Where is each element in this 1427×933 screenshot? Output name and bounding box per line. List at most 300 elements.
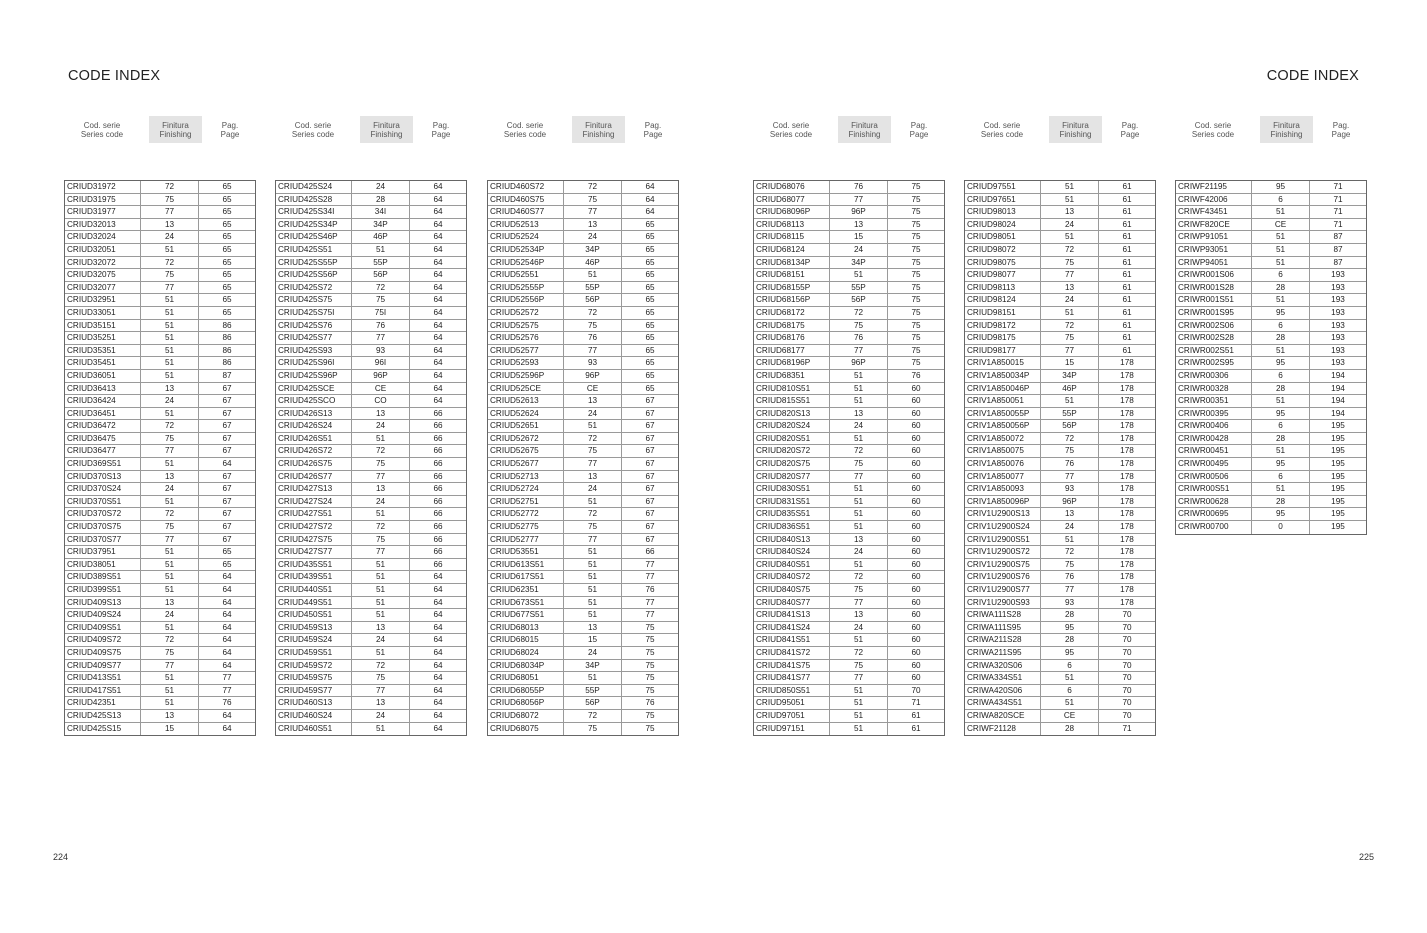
finishing-cell: 77	[1041, 471, 1099, 483]
finishing-cell: 51	[830, 697, 888, 709]
table-row	[754, 320, 944, 333]
page-cell: 64	[433, 585, 443, 594]
finishing-cell: 51	[141, 496, 199, 508]
finishing-cell: 77	[564, 345, 622, 357]
table-row	[754, 231, 944, 244]
page-cell: 65	[222, 207, 232, 217]
finishing-cell: 72	[830, 445, 888, 457]
finishing-cell: 51	[830, 710, 888, 722]
page-cell: 87	[1333, 232, 1343, 242]
finishing-cell: 77	[564, 206, 622, 218]
column-header	[964, 116, 1156, 143]
page-cell: 77	[645, 559, 655, 569]
series-code-cell: CRIUD820S72	[754, 445, 830, 457]
series-code-cell: CRIWR00451	[1176, 445, 1252, 457]
finishing-cell: CE	[1041, 710, 1099, 722]
page-cell: 75	[911, 345, 921, 355]
page-cell: 194	[1331, 396, 1345, 406]
series-code-cell: CRIUD459S77	[276, 685, 352, 697]
page-cell: 178	[1120, 370, 1134, 380]
series-code-cell: CRIUD98175	[965, 332, 1041, 344]
finishing-cell: 13	[352, 408, 410, 420]
table-row	[276, 282, 466, 295]
series-code-cell: CRIUD62351	[488, 584, 564, 596]
page-cell: 178	[1120, 396, 1134, 406]
series-code-cell: CRIWR002S06	[1176, 320, 1252, 332]
page-cell: 75	[645, 622, 655, 632]
page-cell: 65	[222, 559, 232, 569]
page-cell: 64	[433, 383, 443, 393]
finishing-cell: 34P	[564, 660, 622, 672]
finishing-cell: 34P	[352, 219, 410, 231]
finishing-cell: 75	[830, 584, 888, 596]
table-row	[754, 471, 944, 484]
series-code-cell: CRIV1U2900S72	[965, 546, 1041, 558]
finishing-cell: 75	[352, 534, 410, 546]
table-row	[65, 181, 255, 194]
finishing-cell: 75	[352, 672, 410, 684]
finishing-cell: 51	[352, 647, 410, 659]
finishing-cell: 75	[830, 320, 888, 332]
finishing-cell: 55P	[830, 282, 888, 294]
table-row	[488, 206, 678, 219]
page-cell: 67	[222, 496, 232, 506]
page-cell: 75	[911, 194, 921, 204]
series-code-cell: CRIV1A850046P	[965, 383, 1041, 395]
series-code-cell: CRIUD831S51	[754, 496, 830, 508]
table-row	[65, 647, 255, 660]
series-code-cell: CRIUD459S51	[276, 647, 352, 659]
table-row	[276, 697, 466, 710]
series-code-cell: CRIUD98177	[965, 345, 1041, 357]
table-row	[1176, 231, 1366, 244]
series-code-cell: CRIUD68151	[754, 269, 830, 281]
page-cell: 195	[1331, 471, 1345, 481]
column-header	[1175, 116, 1367, 143]
table-row	[488, 408, 678, 421]
finishing-cell: 51	[1252, 244, 1310, 256]
page-cell: 67	[222, 534, 232, 544]
series-code-cell: CRIUD35151	[65, 320, 141, 332]
page-cell: 60	[911, 484, 921, 494]
column-header	[487, 116, 679, 143]
table-row	[65, 458, 255, 471]
finishing-cell: 51	[1041, 181, 1099, 193]
table-row	[65, 420, 255, 433]
finishing-cell: 13	[830, 609, 888, 621]
table-row	[276, 710, 466, 723]
finishing-cell: 51	[564, 269, 622, 281]
page-cell: 195	[1331, 421, 1345, 431]
finishing-cell: 13	[564, 622, 622, 634]
page-cell: 64	[433, 660, 443, 670]
table-row	[965, 647, 1155, 660]
series-code-cell: CRIUD440S51	[276, 584, 352, 596]
table-row	[754, 420, 944, 433]
series-code-cell: CRIUD52513	[488, 219, 564, 231]
series-code-cell: CRIUD32051	[65, 244, 141, 256]
series-code-cell: CRIWF21128	[965, 723, 1041, 736]
page-cell: 64	[433, 622, 443, 632]
series-code-cell: CRIV1A850076	[965, 458, 1041, 470]
series-code-cell: CRIUD459S13	[276, 622, 352, 634]
table-row	[754, 206, 944, 219]
table-row	[65, 672, 255, 685]
page-cell: 70	[1122, 647, 1132, 657]
page-cell: 75	[645, 647, 655, 657]
page-cell: 61	[911, 710, 921, 720]
series-code-cell: CRIUD52624	[488, 408, 564, 420]
series-code-cell: CRIUD68155P	[754, 282, 830, 294]
table-row	[1176, 471, 1366, 484]
series-code-cell: CRIUD409S13	[65, 597, 141, 609]
series-code-cell: CRIWA111S28	[965, 609, 1041, 621]
series-code-cell: CRIUD32077	[65, 282, 141, 294]
series-code-cell: CRIV1U2900S13	[965, 508, 1041, 520]
page-cell: 70	[1122, 622, 1132, 632]
page-cell: 195	[1331, 433, 1345, 443]
finishing-cell: 51	[1041, 231, 1099, 243]
finishing-cell: 51	[830, 483, 888, 495]
finishing-cell: 51	[564, 496, 622, 508]
header-page: Pag. Page	[220, 120, 240, 139]
series-code-cell: CRIUD425S96P	[276, 370, 352, 382]
finishing-cell: 72	[564, 433, 622, 445]
table-row	[488, 622, 678, 635]
table-row	[65, 257, 255, 270]
page-cell: 61	[1122, 333, 1132, 343]
table-row	[65, 194, 255, 207]
finishing-cell: 0	[1252, 521, 1310, 534]
page-cell: 66	[433, 471, 443, 481]
table-row	[488, 584, 678, 597]
finishing-cell: 75	[830, 660, 888, 672]
page-cell: 194	[1331, 408, 1345, 418]
finishing-cell: 13	[830, 408, 888, 420]
page-cell: 64	[433, 673, 443, 683]
series-code-cell: CRIUD836S51	[754, 521, 830, 533]
page-cell: 67	[645, 433, 655, 443]
page-cell: 67	[222, 484, 232, 494]
page-cell: 66	[433, 509, 443, 519]
finishing-cell: 6	[1252, 420, 1310, 432]
finishing-cell: 77	[564, 458, 622, 470]
finishing-cell: 51	[141, 332, 199, 344]
page-cell: 60	[911, 509, 921, 519]
page-cell: 66	[433, 446, 443, 456]
page-number-right: 225	[1359, 852, 1375, 862]
finishing-cell: 75	[564, 723, 622, 736]
table-row	[1176, 383, 1366, 396]
code-table	[1175, 180, 1367, 535]
finishing-cell: 51	[1252, 231, 1310, 243]
page-cell: 193	[1331, 333, 1345, 343]
series-code-cell: CRIUD820S75	[754, 458, 830, 470]
finishing-cell: 6	[1041, 685, 1099, 697]
table-row	[965, 219, 1155, 232]
page-cell: 60	[911, 408, 921, 418]
table-row	[754, 559, 944, 572]
series-code-cell: CRIUD68175	[754, 320, 830, 332]
series-code-cell: CRIUD68124	[754, 244, 830, 256]
finishing-cell: 72	[1041, 546, 1099, 558]
page-cell: 75	[911, 257, 921, 267]
finishing-cell: 51	[1252, 445, 1310, 457]
page-cell: 178	[1120, 509, 1134, 519]
table-row	[276, 383, 466, 396]
finishing-cell: 72	[564, 710, 622, 722]
finishing-cell: 75	[352, 458, 410, 470]
table-row	[754, 244, 944, 257]
finishing-cell: 51	[564, 609, 622, 621]
table-row	[965, 420, 1155, 433]
page-cell: 178	[1120, 559, 1134, 569]
series-code-cell: CRIUD673S51	[488, 597, 564, 609]
page-cell: 67	[222, 383, 232, 393]
series-code-cell: CRIUD425S93	[276, 345, 352, 357]
table-row	[965, 408, 1155, 421]
page-cell: 60	[911, 547, 921, 557]
series-code-cell: CRIUD68051	[488, 672, 564, 684]
page-cell: 194	[1331, 383, 1345, 393]
series-code-cell: CRIUD425S51	[276, 244, 352, 256]
finishing-cell: 77	[352, 471, 410, 483]
finishing-cell: 77	[830, 672, 888, 684]
finishing-cell: 13	[564, 471, 622, 483]
table-row	[1176, 458, 1366, 471]
page-cell: 70	[1122, 635, 1132, 645]
header-page: Pag. Page	[1331, 120, 1351, 139]
table-row	[965, 597, 1155, 610]
finishing-cell: 77	[352, 685, 410, 697]
series-code-cell: CRIUD52772	[488, 508, 564, 520]
page-cell: 64	[433, 610, 443, 620]
series-code-cell: CRIUD835S51	[754, 508, 830, 520]
finishing-cell: 51	[830, 508, 888, 520]
finishing-cell: 56P	[564, 697, 622, 709]
series-code-cell: CRIWR001S28	[1176, 282, 1252, 294]
series-code-cell: CRIUD409S51	[65, 622, 141, 634]
finishing-cell: 76	[830, 332, 888, 344]
series-code-cell: CRIWR001S06	[1176, 269, 1252, 281]
series-code-cell: CRIUD36451	[65, 408, 141, 420]
table-row	[65, 357, 255, 370]
page-cell: 66	[433, 408, 443, 418]
finishing-cell: 24	[830, 622, 888, 634]
series-code-cell: CRIUD840S13	[754, 534, 830, 546]
table-row	[965, 445, 1155, 458]
series-code-cell: CRIUD425S28	[276, 194, 352, 206]
series-code-cell: CRIUD459S24	[276, 634, 352, 646]
table-row	[965, 483, 1155, 496]
finishing-cell: 55P	[1041, 408, 1099, 420]
series-code-cell: CRIUD52613	[488, 395, 564, 407]
finishing-cell: 77	[141, 445, 199, 457]
series-code-cell: CRIUD52556P	[488, 294, 564, 306]
table-row	[965, 634, 1155, 647]
table-row	[488, 471, 678, 484]
page-cell: 66	[433, 547, 443, 557]
header-page: Pag. Page	[1120, 120, 1140, 139]
page-cell: 178	[1120, 585, 1134, 594]
page-cell: 75	[911, 244, 921, 254]
table-row	[276, 181, 466, 194]
finishing-cell: 51	[830, 559, 888, 571]
finishing-cell: 77	[830, 345, 888, 357]
series-code-cell: CRIUD840S24	[754, 546, 830, 558]
table-row	[488, 395, 678, 408]
table-row	[965, 269, 1155, 282]
page-cell: 195	[1331, 509, 1345, 519]
series-code-cell: CRIUD409S72	[65, 634, 141, 646]
series-code-cell: CRIUD42351	[65, 697, 141, 709]
table-row	[276, 244, 466, 257]
finishing-cell: 13	[352, 483, 410, 495]
finishing-cell: 51	[141, 307, 199, 319]
table-row	[65, 383, 255, 396]
series-code-cell: CRIUD52777	[488, 534, 564, 546]
page-cell: 194	[1331, 370, 1345, 380]
series-code-cell: CRIUD52555P	[488, 282, 564, 294]
page-cell: 64	[433, 710, 443, 720]
page-cell: 64	[222, 597, 232, 607]
finishing-cell: 51	[1252, 483, 1310, 495]
table-row	[754, 685, 944, 698]
finishing-cell: 13	[141, 710, 199, 722]
finishing-cell: 51	[1252, 345, 1310, 357]
series-code-cell: CRIUD409S75	[65, 647, 141, 659]
page-cell: 67	[645, 459, 655, 469]
table-row	[65, 584, 255, 597]
page-cell: 64	[222, 610, 232, 620]
series-code-cell: CRIUD36424	[65, 395, 141, 407]
table-row	[65, 471, 255, 484]
table-row	[65, 710, 255, 723]
series-code-cell: CRIUD417S51	[65, 685, 141, 697]
series-code-cell: CRIUD426S77	[276, 471, 352, 483]
table-row	[965, 357, 1155, 370]
page-cell: 67	[645, 408, 655, 418]
finishing-cell: 72	[830, 647, 888, 659]
page-cell: 64	[222, 635, 232, 645]
page-cell: 77	[222, 685, 232, 695]
table-row	[754, 257, 944, 270]
table-row	[754, 571, 944, 584]
table-row	[488, 194, 678, 207]
column-header	[275, 116, 467, 143]
finishing-cell: 75	[352, 294, 410, 306]
finishing-cell: 93	[1041, 483, 1099, 495]
page-cell: 64	[645, 182, 655, 191]
table-row	[965, 521, 1155, 534]
series-code-cell: CRIUD425S13	[65, 710, 141, 722]
finishing-cell: 6	[1252, 320, 1310, 332]
page-cell: 75	[911, 333, 921, 343]
page-cell: 75	[911, 358, 921, 368]
page-cell: 60	[911, 660, 921, 670]
series-code-cell: CRIUD52551	[488, 269, 564, 281]
series-code-cell: CRIUD68076	[754, 181, 830, 193]
page-cell: 76	[645, 585, 655, 594]
page-cell: 67	[222, 446, 232, 456]
finishing-cell: 51	[1041, 395, 1099, 407]
series-code-cell: CRIUD425SCE	[276, 383, 352, 395]
finishing-cell: 24	[564, 483, 622, 495]
series-code-cell: CRIV1U2900S76	[965, 571, 1041, 583]
finishing-cell: 28	[1252, 496, 1310, 508]
page-cell: 65	[222, 270, 232, 280]
finishing-cell: 96P	[352, 370, 410, 382]
finishing-cell: 51	[352, 433, 410, 445]
series-code-cell: CRIUD425S75I	[276, 307, 352, 319]
table-row	[65, 320, 255, 333]
page-cell: 60	[911, 446, 921, 456]
page-cell: 60	[911, 522, 921, 532]
finishing-cell: 51	[830, 370, 888, 382]
page-cell: 64	[433, 295, 443, 305]
page-cell: 64	[645, 207, 655, 217]
table-row	[1176, 357, 1366, 370]
page-cell: 64	[433, 307, 443, 317]
page-cell: 65	[222, 307, 232, 317]
page-cell: 66	[433, 433, 443, 443]
page-cell: 86	[222, 333, 232, 343]
series-code-cell: CRIUD370S75	[65, 521, 141, 533]
finishing-cell: 77	[830, 194, 888, 206]
table-row	[488, 307, 678, 320]
series-code-cell: CRIUD98051	[965, 231, 1041, 243]
page-cell: 193	[1331, 358, 1345, 368]
page-cell: 65	[645, 219, 655, 229]
series-code-cell: CRIWA434S51	[965, 697, 1041, 709]
series-code-cell: CRIWR00428	[1176, 433, 1252, 445]
table-row	[965, 345, 1155, 358]
page-cell: 178	[1120, 484, 1134, 494]
finishing-cell: CO	[352, 395, 410, 407]
table-row	[65, 370, 255, 383]
table-row	[1176, 345, 1366, 358]
page-cell: 65	[645, 270, 655, 280]
page-cell: 67	[645, 496, 655, 506]
page-cell: 61	[1122, 320, 1132, 330]
page-cell: 60	[911, 421, 921, 431]
finishing-cell: 72	[564, 181, 622, 193]
page-cell: 67	[222, 408, 232, 418]
table-row	[965, 244, 1155, 257]
finishing-cell: 51	[1041, 672, 1099, 684]
finishing-cell: 13	[830, 534, 888, 546]
page-cell: 61	[1122, 307, 1132, 317]
table-row	[754, 345, 944, 358]
table-row	[488, 647, 678, 660]
finishing-cell: 28	[1041, 723, 1099, 736]
page-cell: 65	[645, 383, 655, 393]
page-cell: 64	[433, 244, 443, 254]
finishing-cell: 55P	[352, 257, 410, 269]
page-cell: 75	[911, 270, 921, 280]
page-cell: 64	[222, 710, 232, 720]
finishing-cell: 24	[830, 420, 888, 432]
page-cell: 66	[433, 484, 443, 494]
page-cell: 64	[433, 257, 443, 267]
series-code-cell: CRIWP91051	[1176, 231, 1252, 243]
finishing-cell: 24	[1041, 521, 1099, 533]
page-cell: 60	[911, 471, 921, 481]
series-code-cell: CRIUD53551	[488, 546, 564, 558]
table-row	[1176, 420, 1366, 433]
series-code-cell: CRIUD425SCO	[276, 395, 352, 407]
finishing-cell: 34P	[1041, 370, 1099, 382]
